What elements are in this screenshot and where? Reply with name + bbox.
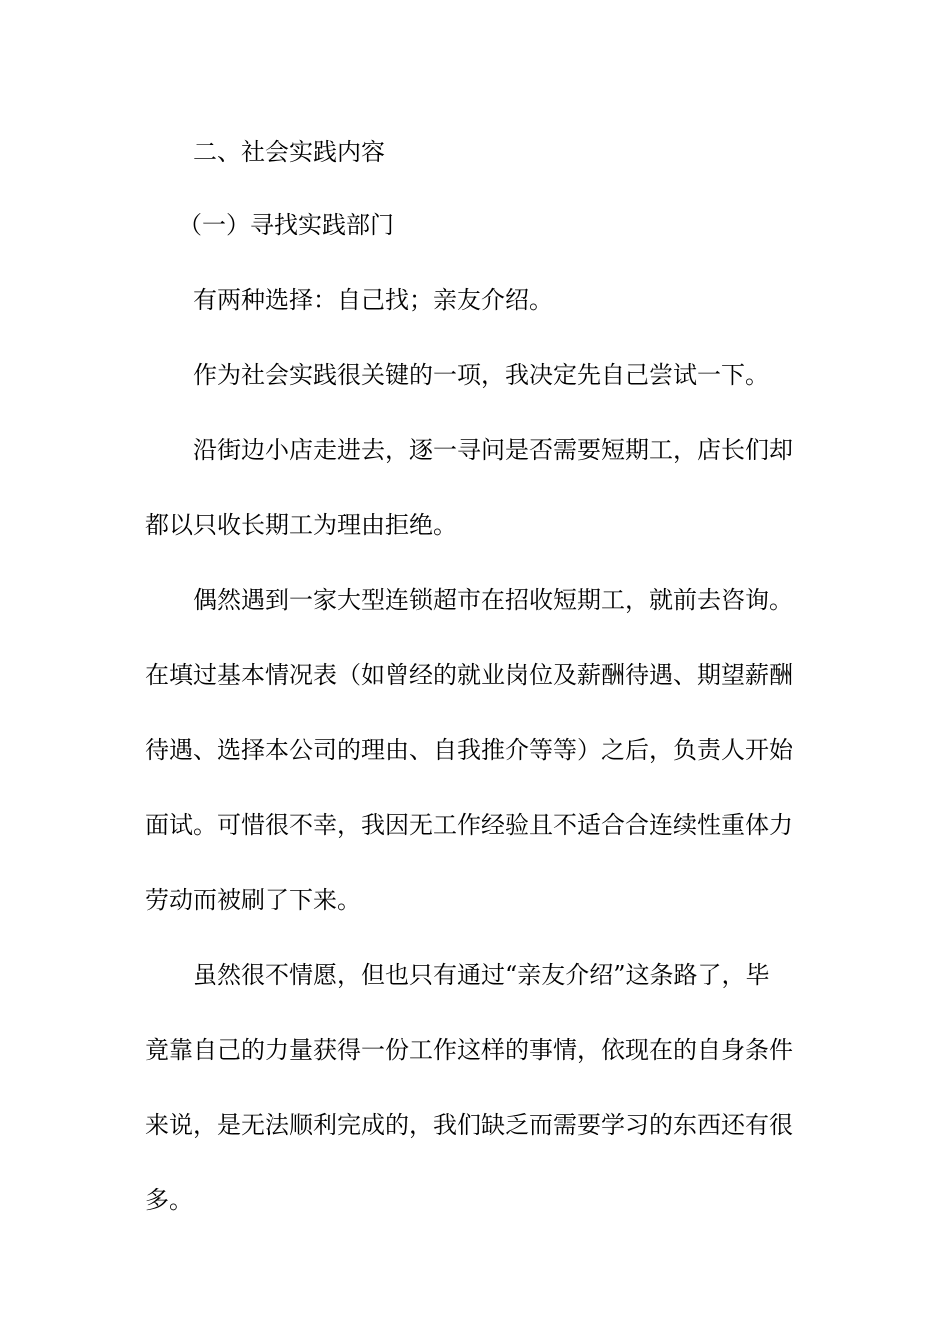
paragraph-line: 偶然遇到一家大型连锁超市在招收短期工，就前去咨询。 [193,586,793,614]
paragraph-line: 在填过基本情况表（如曾经的就业岗位及薪酬待遇、期望薪酬 [145,661,793,689]
paragraph-line: 作为社会实践很关键的一项，我决定先自己尝试一下。 [193,361,769,389]
paragraph-line: 劳动而被刷了下来。 [145,886,361,914]
paragraph-line: 竟靠自己的力量获得一份工作这样的事情，依现在的自身条件 [145,1036,793,1064]
section-heading: 二、社会实践内容 [193,138,385,166]
paragraph-line: 多。 [145,1186,193,1214]
paragraph-line: 虽然很不情愿，但也只有通过“亲友介绍”这条路了，毕 [193,961,770,989]
paragraph-line: 都以只收长期工为理由拒绝。 [145,511,457,539]
paragraph-line: 面试。可惜很不幸，我因无工作经验且不适合合连续性重体力 [145,811,793,839]
paragraph-line: 来说，是无法顺利完成的，我们缺乏而需要学习的东西还有很 [145,1111,793,1139]
paragraph-line: 有两种选择：自己找；亲友介绍。 [193,286,553,314]
paragraph-line: 待遇、选择本公司的理由、自我推介等等）之后，负责人开始 [145,736,793,764]
paragraph-line: 沿街边小店走进去，逐一寻问是否需要短期工，店长们却 [193,436,793,464]
subsection-heading: （一）寻找实践部门 [178,211,394,239]
